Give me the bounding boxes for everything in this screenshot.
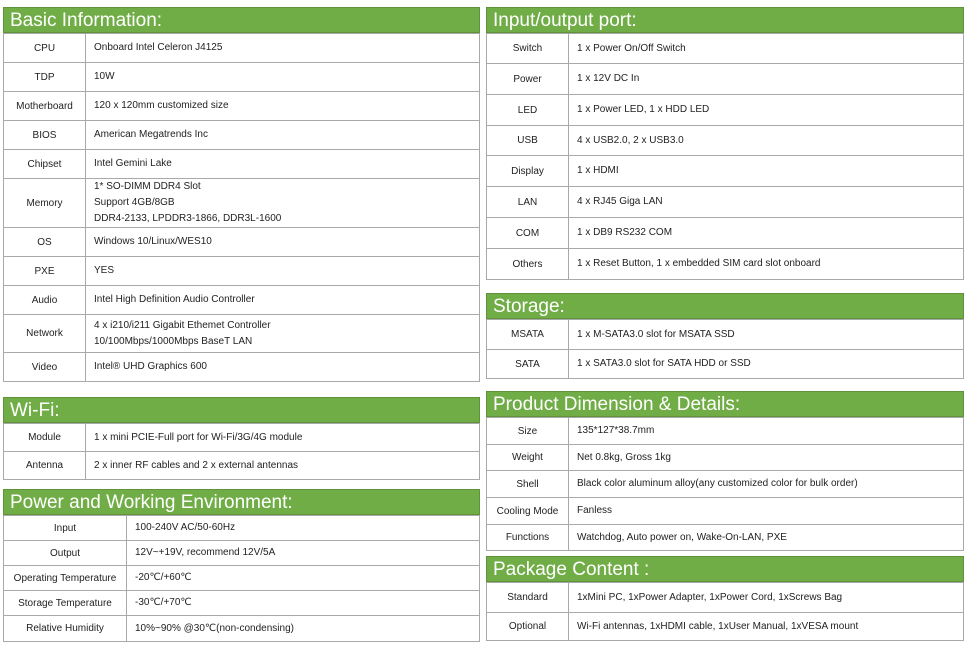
spec-value-line: Intel Gemini Lake xyxy=(94,158,172,169)
spec-row xyxy=(4,228,480,257)
spec-row xyxy=(4,541,480,566)
spec-value-line: 4 x USB2.0, 2 x USB3.0 xyxy=(577,134,684,146)
spec-label: SATA xyxy=(487,350,569,379)
spec-label: TDP xyxy=(4,63,86,92)
spec-label: Power xyxy=(487,64,569,95)
spec-label: Antenna xyxy=(4,452,86,480)
spec-row xyxy=(4,179,480,228)
section-title: Package Content : xyxy=(486,556,964,582)
spec-value-line: Fanless xyxy=(577,505,613,516)
spec-label: Relative Humidity xyxy=(4,616,127,642)
spec-value-line: YES xyxy=(94,265,115,276)
spec-row xyxy=(487,525,964,551)
spec-table xyxy=(486,319,964,379)
spec-value-line: American Megatrends Inc xyxy=(94,129,208,140)
spec-table xyxy=(3,423,480,480)
spec-value-line: 1 x SATA3.0 slot for SATA HDD or SSD xyxy=(577,358,751,369)
section-title: Wi-Fi: xyxy=(3,397,480,423)
spec-label: CPU xyxy=(4,34,86,63)
spec-value-line: 100-240V AC/50-60Hz xyxy=(135,522,236,533)
spec-value-line: 1xMini PC, 1xPower Adapter, 1xPower Cord, 1xScrews Bag xyxy=(577,591,843,603)
spec-value xyxy=(86,92,480,121)
spec-label: Others xyxy=(487,249,569,280)
spec-value xyxy=(127,541,480,566)
spec-row xyxy=(4,121,480,150)
spec-row xyxy=(4,616,480,642)
spec-value-line: Windows 10/Linux/WES10 xyxy=(94,236,212,247)
spec-value-line: 1 x mini PCIE-Full port for Wi-Fi/3G/4G module xyxy=(94,431,303,443)
spec-table xyxy=(3,515,480,642)
spec-row xyxy=(4,566,480,591)
spec-row xyxy=(487,445,964,471)
spec-label: LAN xyxy=(487,187,569,218)
spec-label: MSATA xyxy=(487,320,569,350)
spec-row xyxy=(487,498,964,525)
spec-value xyxy=(86,286,480,315)
spec-label: Output xyxy=(4,541,127,566)
spec-value-line: DDR4-2133, LPDDR3-1866, DDR3L-1600 xyxy=(94,213,282,224)
spec-row xyxy=(487,126,964,156)
spec-label: Memory xyxy=(4,179,86,228)
spec-value-line: Net 0.8kg, Gross 1kg xyxy=(577,451,671,463)
section-title: Product Dimension & Details: xyxy=(486,391,964,417)
spec-value xyxy=(569,156,964,187)
section-io-ports xyxy=(486,7,964,280)
spec-label: OS xyxy=(4,228,86,257)
spec-label: PXE xyxy=(4,257,86,286)
spec-label: Network xyxy=(4,315,86,353)
spec-label: Operating Temperature xyxy=(4,566,127,591)
spec-value xyxy=(569,187,964,218)
spec-value xyxy=(569,34,964,64)
spec-value xyxy=(127,616,480,642)
spec-value-line: 1 x DB9 RS232 COM xyxy=(577,227,673,238)
section-title: Input/output port: xyxy=(486,7,964,33)
spec-value-line: 10/100Mbps/1000Mbps BaseT LAN xyxy=(94,335,253,347)
spec-value xyxy=(86,424,480,452)
spec-value-line: 4 x RJ45 Giga LAN xyxy=(577,196,663,207)
spec-label: Optional xyxy=(487,613,569,641)
spec-row xyxy=(487,95,964,126)
spec-row xyxy=(4,150,480,179)
spec-value-line: Onboard Intel Celeron J4125 xyxy=(94,42,223,53)
spec-row xyxy=(4,353,480,382)
spec-value xyxy=(127,591,480,616)
spec-label: Display xyxy=(487,156,569,187)
spec-table xyxy=(486,33,964,280)
spec-label: Switch xyxy=(487,34,569,64)
spec-value-line: 12V~+19V, recommend 12V/5A xyxy=(135,547,276,558)
spec-table xyxy=(486,582,964,641)
spec-value xyxy=(569,350,964,379)
spec-value-line: 120 x 120mm customized size xyxy=(94,100,229,111)
spec-value xyxy=(569,95,964,126)
spec-value-line: Intel® UHD Graphics 600 xyxy=(94,361,207,372)
spec-row xyxy=(4,286,480,315)
spec-value-line: -30℃/+70℃ xyxy=(135,597,192,608)
spec-value xyxy=(569,583,964,613)
spec-label: Shell xyxy=(487,471,569,498)
spec-row xyxy=(487,218,964,249)
spec-value xyxy=(86,257,480,286)
spec-row xyxy=(487,418,964,445)
spec-value-line: Intel High Definition Audio Controller xyxy=(94,294,255,305)
spec-label: Weight xyxy=(487,445,569,471)
spec-row xyxy=(487,320,964,350)
spec-value xyxy=(569,126,964,156)
spec-row xyxy=(4,63,480,92)
spec-label: USB xyxy=(487,126,569,156)
spec-label: LED xyxy=(487,95,569,126)
spec-value xyxy=(569,64,964,95)
section-wifi xyxy=(3,397,480,480)
spec-label: Input xyxy=(4,516,127,541)
spec-value xyxy=(86,121,480,150)
section-power-environment xyxy=(3,489,480,642)
spec-row xyxy=(4,516,480,541)
spec-value-line: Watchdog, Auto power on, Wake-On-LAN, PXE xyxy=(577,531,787,543)
spec-table xyxy=(3,33,480,382)
spec-value xyxy=(86,63,480,92)
spec-value xyxy=(86,353,480,382)
spec-value xyxy=(86,315,480,353)
spec-row xyxy=(487,64,964,95)
spec-value xyxy=(86,228,480,257)
spec-value xyxy=(569,445,964,471)
spec-value xyxy=(569,525,964,551)
spec-value-line: 1 x 12V DC In xyxy=(577,73,640,84)
spec-value xyxy=(569,498,964,525)
spec-value-line: 10W xyxy=(94,71,115,82)
spec-value xyxy=(86,34,480,63)
spec-label: COM xyxy=(487,218,569,249)
spec-value xyxy=(569,249,964,280)
spec-label: Standard xyxy=(487,583,569,613)
spec-label: Size xyxy=(487,418,569,445)
spec-value-line: 1 x HDMI xyxy=(577,165,619,176)
spec-value xyxy=(569,418,964,445)
spec-value-line: 1 x Reset Button, 1 x embedded SIM card slot onboard xyxy=(577,258,821,269)
section-title: Power and Working Environment: xyxy=(3,489,480,515)
spec-row xyxy=(4,424,480,452)
spec-row xyxy=(487,583,964,613)
spec-label: Motherboard xyxy=(4,92,86,121)
section-storage xyxy=(486,293,964,379)
spec-label: Audio xyxy=(4,286,86,315)
section-product-dimension xyxy=(486,391,964,551)
spec-value xyxy=(569,320,964,350)
spec-row xyxy=(487,249,964,280)
spec-value-line: 4 x i210/i211 Gigabit Ethemet Controller xyxy=(94,319,271,331)
spec-row xyxy=(487,187,964,218)
spec-value-line: -20℃/+60℃ xyxy=(135,572,192,583)
section-title: Storage: xyxy=(486,293,964,319)
spec-row xyxy=(487,350,964,379)
spec-table xyxy=(486,417,964,551)
spec-label: Functions xyxy=(487,525,569,551)
spec-value xyxy=(86,179,480,228)
spec-value-line: Black color aluminum alloy(any customized color for bulk order) xyxy=(577,478,858,489)
spec-label: BIOS xyxy=(4,121,86,150)
spec-value-line: 1* SO-DIMM DDR4 Slot xyxy=(94,181,201,192)
spec-row xyxy=(4,92,480,121)
spec-value xyxy=(127,516,480,541)
spec-value-line: 2 x inner RF cables and 2 x external antennas xyxy=(94,459,299,471)
spec-value xyxy=(86,452,480,480)
spec-value xyxy=(569,613,964,641)
spec-row xyxy=(487,34,964,64)
spec-row xyxy=(4,257,480,286)
spec-row xyxy=(487,156,964,187)
spec-label: Module xyxy=(4,424,86,452)
section-title: Basic Information: xyxy=(3,7,480,33)
spec-value xyxy=(569,471,964,498)
spec-value xyxy=(569,218,964,249)
spec-value xyxy=(86,150,480,179)
spec-value-line: 10%~90% @30℃(non-condensing) xyxy=(135,622,294,634)
spec-value-line: 1 x Power LED, 1 x HDD LED xyxy=(577,104,710,115)
spec-value-line: Support 4GB/8GB xyxy=(94,197,175,208)
spec-row xyxy=(4,452,480,480)
spec-label: Chipset xyxy=(4,150,86,179)
spec-label: Storage Temperature xyxy=(4,591,127,616)
spec-row xyxy=(4,315,480,353)
spec-row xyxy=(4,34,480,63)
spec-row xyxy=(4,591,480,616)
spec-value-line: 1 x M-SATA3.0 slot for MSATA SSD xyxy=(577,328,735,340)
section-package-content xyxy=(486,556,964,641)
spec-label: Cooling Mode xyxy=(487,498,569,525)
spec-value-line: Wi-Fi antennas, 1xHDMI cable, 1xUser Manual, 1xVESA mount xyxy=(577,620,859,632)
spec-value xyxy=(127,566,480,591)
spec-value-line: 135*127*38.7mm xyxy=(577,425,655,436)
spec-row xyxy=(487,613,964,641)
spec-value-line: 1 x Power On/Off Switch xyxy=(577,42,686,54)
spec-row xyxy=(487,471,964,498)
section-basic-information xyxy=(3,7,480,382)
spec-label: Video xyxy=(4,353,86,382)
